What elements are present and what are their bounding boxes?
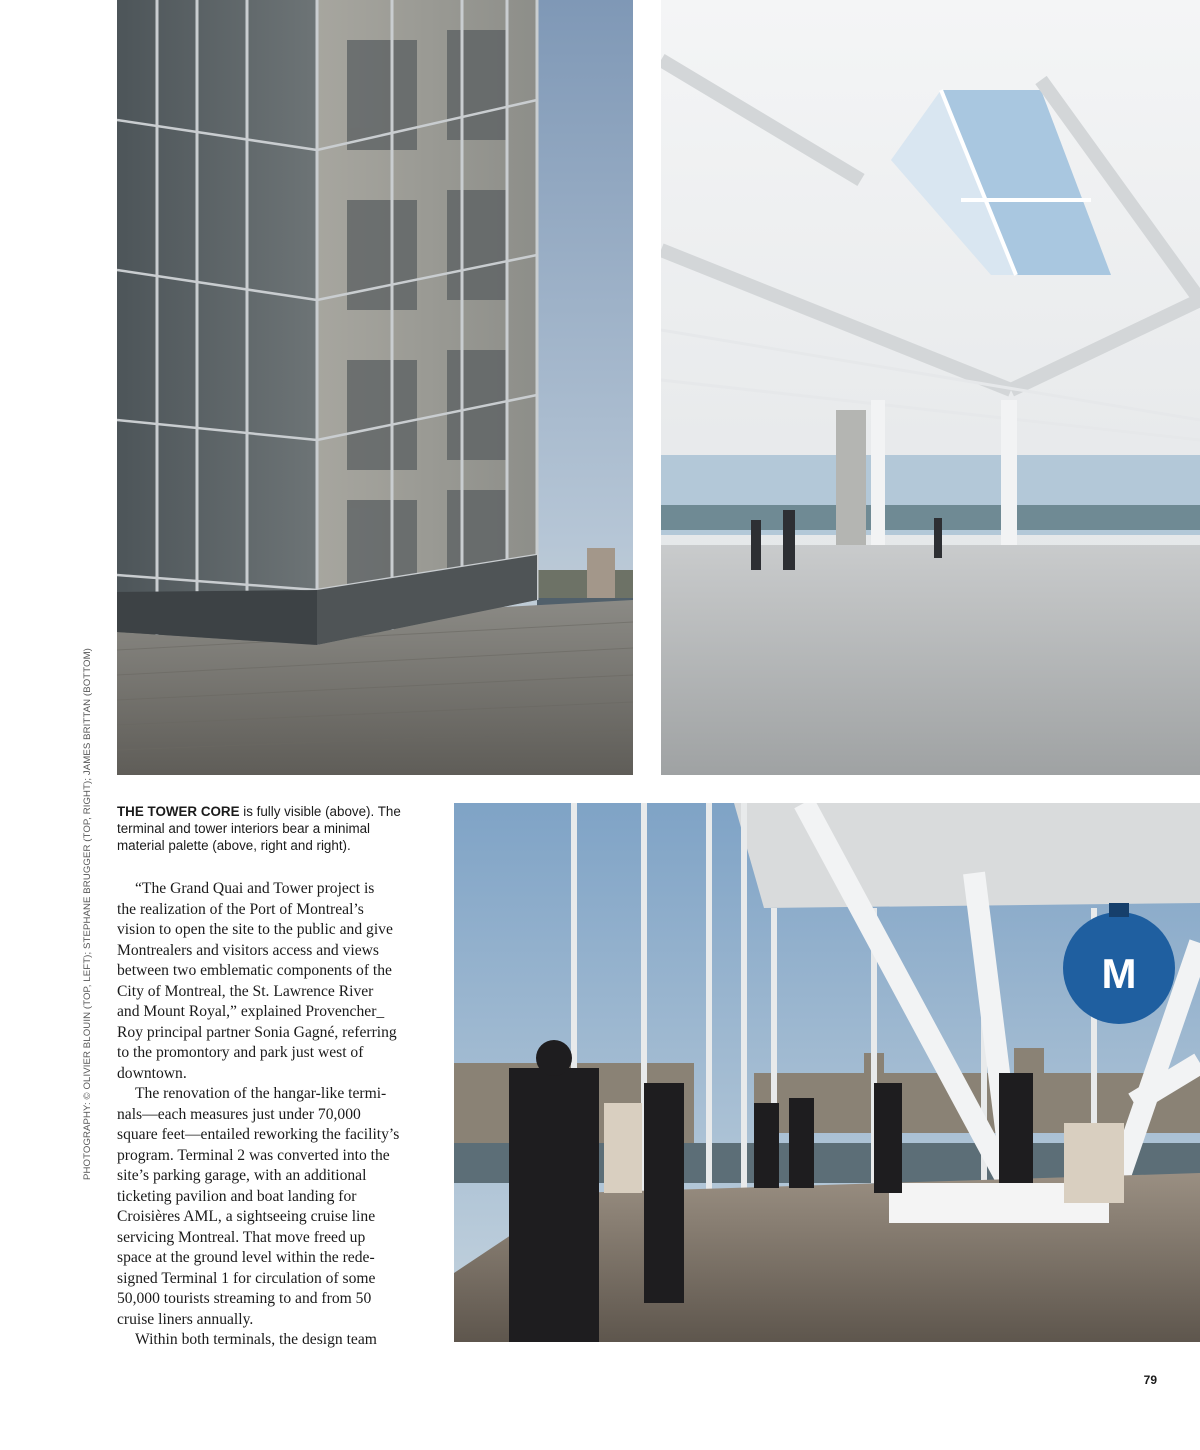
body-line: Within both terminals, the design team: [135, 1331, 377, 1348]
body-line: The renovation of the hangar-like termi-: [135, 1085, 387, 1102]
tower-core-illustration: [117, 0, 633, 775]
body-line: the realization of the Port of Montreal’s: [117, 900, 364, 918]
caption-text: is fully visible (above). The terminal and tower interiors bear a minimal material palette (above, right and right).: [117, 804, 401, 853]
caption-lead: THE TOWER CORE: [117, 804, 240, 819]
body-line: between two emblematic components of the: [117, 962, 392, 979]
body-line: nals—each measures just under 70,000: [117, 1105, 361, 1123]
body-line: Montrealers and visitors access and views: [117, 941, 379, 959]
article-body: [117, 879, 435, 1351]
body-line: City of Montreal, the St. Lawrence River: [117, 982, 374, 1000]
observation-level-photo: [454, 803, 1200, 1342]
body-line: vision to open the site to the public and give: [117, 921, 393, 938]
body-line: signed Terminal 1 for circulation of some: [117, 1269, 376, 1287]
body-line: site’s parking garage, with an additional: [117, 1167, 367, 1184]
observation-level-illustration: [454, 803, 1200, 1342]
body-line: program. Terminal 2 was converted into the: [117, 1146, 390, 1164]
tower-core-photo: [117, 0, 633, 775]
body-line: to the promontory and park just west of: [117, 1044, 364, 1061]
body-line: space at the ground level within the rede-: [117, 1249, 375, 1266]
body-line: ticketing pavilion and boat landing for: [117, 1187, 357, 1205]
terminal-interior-illustration: [661, 0, 1200, 775]
body-line: servicing Montreal. That move freed up: [117, 1228, 366, 1246]
body-line: “The Grand Quai and Tower project is: [135, 880, 375, 897]
body-line: Croisières AML, a sightseeing cruise line: [117, 1208, 376, 1225]
body-line: and Mount Royal,” explained Provencher_: [117, 1003, 385, 1020]
body-line: cruise liners annually.: [117, 1310, 254, 1328]
body-line: Roy principal partner Sonia Gagné, referring: [117, 1023, 397, 1041]
page-number: 79: [1143, 1373, 1157, 1387]
photo-credit-text: PHOTOGRAPHY: © OLIVIER BLOUIN (TOP, LEFT); STEPHANE BRUGGER (TOP, RIGHT); JAMES BRITTAN (BOTTOM): [82, 648, 93, 1180]
body-line: downtown.: [117, 1064, 187, 1082]
body-line: 50,000 tourists streaming to and from 50: [117, 1290, 372, 1307]
body-line: square feet—entailed reworking the facility’s: [117, 1126, 400, 1143]
photo-caption: [117, 803, 417, 854]
svg-text:M: M: [1101, 950, 1137, 997]
terminal-interior-photo: [661, 0, 1200, 775]
